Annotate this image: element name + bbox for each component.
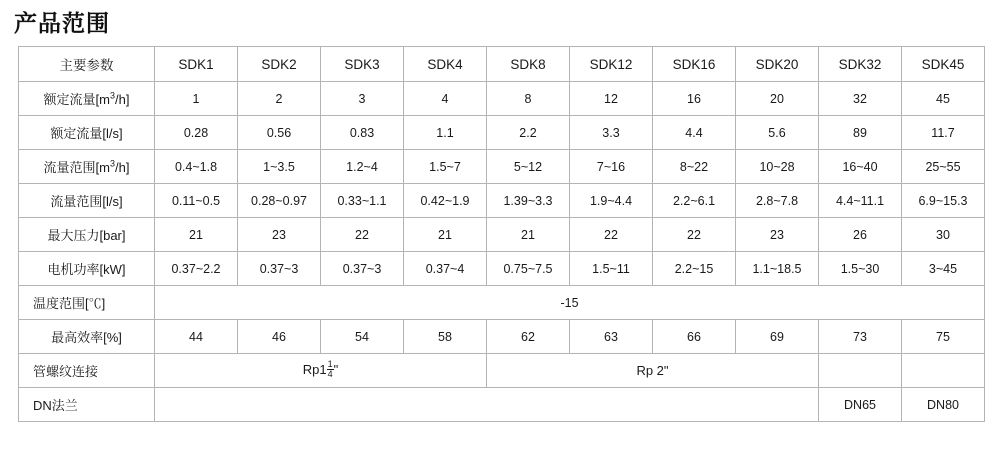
cell-value-thread-rp2: Rp 2": [487, 354, 819, 388]
cell-empty: [155, 388, 819, 422]
row-label: 额定流量[l/s]: [19, 116, 155, 150]
fraction-denominator: 4: [327, 369, 333, 379]
cell-value: 0.83: [321, 116, 404, 150]
cell-value: 4: [404, 82, 487, 116]
cell-value: 1: [155, 82, 238, 116]
cell-value: 0.37~4: [404, 252, 487, 286]
row-label: 管螺纹连接: [19, 354, 155, 388]
cell-value: 2: [238, 82, 321, 116]
table-header-row: [19, 47, 985, 82]
header-cell-model: SDK12: [570, 47, 653, 82]
row-label: [19, 150, 155, 184]
spec-table-container: [0, 38, 1002, 422]
cell-value: 12: [570, 82, 653, 116]
cell-value: 23: [736, 218, 819, 252]
cell-value: 22: [570, 218, 653, 252]
cell-value: 62: [487, 320, 570, 354]
fraction-one-quarter: [327, 360, 334, 379]
cell-value: 2.2: [487, 116, 570, 150]
header-cell-model: SDK3: [321, 47, 404, 82]
cell-value: 0.11~0.5: [155, 184, 238, 218]
cell-value: 4.4: [653, 116, 736, 150]
cell-value: 20: [736, 82, 819, 116]
cell-value: 54: [321, 320, 404, 354]
row-label-suffix: /h]: [115, 160, 130, 175]
row-label: 最高效率[%]: [19, 320, 155, 354]
cell-value: 0.28~0.97: [238, 184, 321, 218]
page-title: 产品范围: [14, 10, 110, 36]
row-label-text: 额定流量[m: [43, 92, 110, 107]
cell-value: 16~40: [819, 150, 902, 184]
row-label-suffix: /h]: [115, 92, 130, 107]
cell-value: 0.33~1.1: [321, 184, 404, 218]
cell-value: 10~28: [736, 150, 819, 184]
cell-value: 25~55: [902, 150, 985, 184]
cell-value: 0.37~3: [321, 252, 404, 286]
cell-value-thread-rp1: [155, 354, 487, 388]
cell-value: 0.37~3: [238, 252, 321, 286]
cell-value: 3: [321, 82, 404, 116]
cell-value: 4.4~11.1: [819, 184, 902, 218]
cell-value: 3.3: [570, 116, 653, 150]
cell-value: 1.1: [404, 116, 487, 150]
cell-value: 21: [487, 218, 570, 252]
header-cell-model: SDK4: [404, 47, 487, 82]
table-row: [19, 184, 985, 218]
header-cell-model: SDK45: [902, 47, 985, 82]
row-label: DN法兰: [19, 388, 155, 422]
cell-value: 0.75~7.5: [487, 252, 570, 286]
cell-value: 2.8~7.8: [736, 184, 819, 218]
cell-empty: [902, 354, 985, 388]
table-row: [19, 116, 985, 150]
cell-value: 21: [155, 218, 238, 252]
row-label: 最大压力[bar]: [19, 218, 155, 252]
cell-value: 58: [404, 320, 487, 354]
table-row: [19, 218, 985, 252]
table-row: [19, 82, 985, 116]
cell-value: 2.2~15: [653, 252, 736, 286]
cell-value: 1.1~18.5: [736, 252, 819, 286]
cell-value: 8~22: [653, 150, 736, 184]
cell-value: 30: [902, 218, 985, 252]
header-cell-model: SDK2: [238, 47, 321, 82]
cell-value: 66: [653, 320, 736, 354]
cell-value: 1~3.5: [238, 150, 321, 184]
cell-value: 45: [902, 82, 985, 116]
cell-value: 46: [238, 320, 321, 354]
cell-value-dn80: DN80: [902, 388, 985, 422]
cell-value: 11.7: [902, 116, 985, 150]
header-cell-model: SDK32: [819, 47, 902, 82]
row-label: 流量范围[l/s]: [19, 184, 155, 218]
cell-value-dn65: DN65: [819, 388, 902, 422]
cell-value: 8: [487, 82, 570, 116]
cell-value: 0.42~1.9: [404, 184, 487, 218]
cell-value: 32: [819, 82, 902, 116]
table-row: [19, 320, 985, 354]
cell-value: 0.28: [155, 116, 238, 150]
table-row-thread: [19, 354, 985, 388]
table-row: [19, 252, 985, 286]
cell-value: 69: [736, 320, 819, 354]
header-cell-param: 主要参数: [19, 47, 155, 82]
cell-value: 75: [902, 320, 985, 354]
cell-value: 26: [819, 218, 902, 252]
cell-value: 1.5~7: [404, 150, 487, 184]
cell-value: 1.39~3.3: [487, 184, 570, 218]
row-label-superscript: 3: [109, 90, 115, 101]
table-row-flange: [19, 388, 985, 422]
table-row-temperature: [19, 286, 985, 320]
cell-empty: [819, 354, 902, 388]
cell-value: 0.37~2.2: [155, 252, 238, 286]
cell-value-temperature: -15: [155, 286, 985, 320]
cell-value: 89: [819, 116, 902, 150]
header-cell-model: SDK1: [155, 47, 238, 82]
specification-table: [18, 46, 985, 422]
row-label: 温度范围[℃]: [19, 286, 155, 320]
header-cell-model: SDK20: [736, 47, 819, 82]
cell-value: 1.5~30: [819, 252, 902, 286]
thread-prefix: Rp1: [302, 361, 327, 377]
cell-value: 1.9~4.4: [570, 184, 653, 218]
row-label-superscript: 3: [109, 158, 115, 169]
cell-value: 44: [155, 320, 238, 354]
cell-value: 21: [404, 218, 487, 252]
cell-value: 16: [653, 82, 736, 116]
header-cell-model: SDK16: [653, 47, 736, 82]
cell-value: 5~12: [487, 150, 570, 184]
thread-suffix: ": [333, 361, 339, 377]
row-label: [19, 82, 155, 116]
cell-value: 0.56: [238, 116, 321, 150]
cell-value: 7~16: [570, 150, 653, 184]
cell-value: 22: [321, 218, 404, 252]
cell-value: 6.9~15.3: [902, 184, 985, 218]
cell-value: 22: [653, 218, 736, 252]
cell-value: 1.5~11: [570, 252, 653, 286]
cell-value: 0.4~1.8: [155, 150, 238, 184]
cell-value: 5.6: [736, 116, 819, 150]
header-cell-model: SDK8: [487, 47, 570, 82]
row-label-text: 流量范围[m: [43, 160, 110, 175]
cell-value: 1.2~4: [321, 150, 404, 184]
cell-value: 23: [238, 218, 321, 252]
cell-value: 63: [570, 320, 653, 354]
fraction-numerator: 1: [327, 359, 333, 369]
row-label: 电机功率[kW]: [19, 252, 155, 286]
cell-value: 73: [819, 320, 902, 354]
table-row: [19, 150, 985, 184]
cell-value: 2.2~6.1: [653, 184, 736, 218]
cell-value: 3~45: [902, 252, 985, 286]
